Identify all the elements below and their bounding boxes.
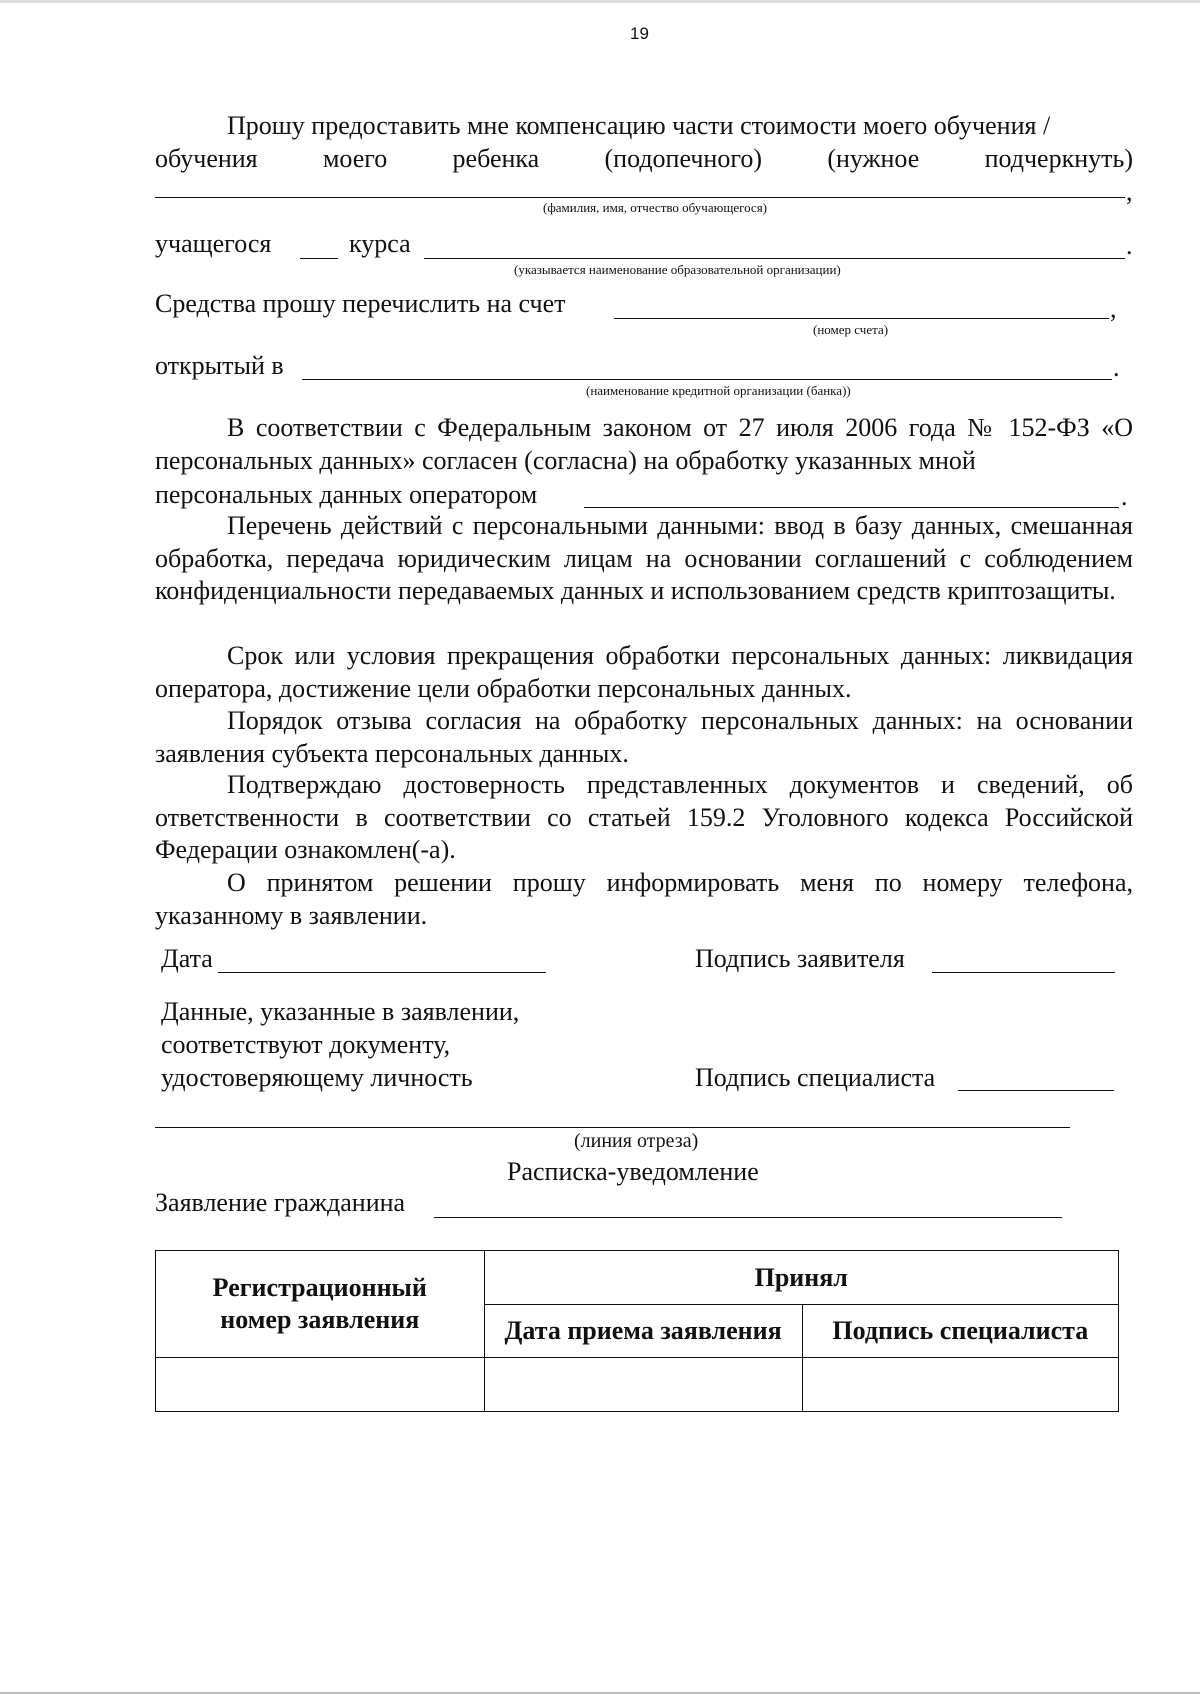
scan-edge-bottom bbox=[0, 1692, 1200, 1694]
education-org-caption: (указывается наименование образовательной организации) bbox=[514, 262, 841, 277]
consent-p4-text: Порядок отзыва согласия на обработку персональных данных: на основании заявления субъекта персональных данных. bbox=[155, 706, 1133, 768]
org-line-end: . bbox=[1126, 231, 1133, 260]
data-match-line-2: соответствуют документу, bbox=[161, 1030, 451, 1059]
account-line-end: , bbox=[1110, 294, 1117, 323]
registration-table bbox=[155, 1250, 1119, 1412]
student-label: учащегося bbox=[155, 229, 272, 258]
student-name-field[interactable] bbox=[155, 197, 1125, 198]
reg-number-header-line-1: Регистрационный bbox=[212, 1273, 427, 1302]
operator-name-field[interactable] bbox=[584, 507, 1119, 508]
cut-line bbox=[155, 1127, 1070, 1128]
date-received-cell[interactable] bbox=[484, 1358, 802, 1412]
request-word: ребенка bbox=[452, 144, 540, 173]
bank-name-field[interactable] bbox=[302, 379, 1112, 380]
opened-in-label: открытый в bbox=[155, 351, 284, 380]
applicant-signature-field[interactable] bbox=[932, 972, 1115, 973]
bank-line-end: . bbox=[1113, 353, 1120, 382]
request-word: моего bbox=[322, 144, 388, 173]
scan-edge-top bbox=[0, 0, 1200, 3]
cut-line-caption: (линия отреза) bbox=[574, 1130, 699, 1152]
date-label: Дата bbox=[161, 944, 213, 973]
consent-p6-text: О принятом решении прошу информировать меня по номеру телефона, указанному в заявлении. bbox=[155, 868, 1133, 930]
receipt-title: Расписка-уведомление bbox=[507, 1157, 759, 1186]
applicant-signature-label: Подпись заявителя bbox=[695, 944, 905, 973]
reg-number-cell[interactable] bbox=[156, 1358, 485, 1412]
consent-paragraph-4 bbox=[155, 705, 1133, 770]
consent-p2-text: Перечень действий с персональными данными: ввод в базу данных, смешанная обработка, передача юридическим лицам на основании соглашений с соблюдением конфиденциальности передаваемых данных и использованием средств криптозащиты. bbox=[155, 511, 1133, 605]
consent-paragraph-2 bbox=[155, 510, 1133, 608]
specialist-signature-cell[interactable] bbox=[802, 1358, 1118, 1412]
citizen-statement-label: Заявление гражданина bbox=[155, 1188, 406, 1217]
education-org-field[interactable] bbox=[424, 258, 1125, 259]
consent-paragraph-1 bbox=[155, 412, 1133, 477]
reg-number-header bbox=[156, 1251, 485, 1358]
reg-number-header-line-2: номер заявления bbox=[220, 1305, 420, 1334]
specialist-signature-header: Подпись специалиста bbox=[802, 1305, 1118, 1358]
citizen-statement-field[interactable] bbox=[434, 1217, 1062, 1218]
accepted-header: Принял bbox=[484, 1251, 1118, 1305]
account-number-caption: (номер счета) bbox=[813, 322, 889, 337]
request-word: обучения bbox=[155, 144, 258, 173]
date-field[interactable] bbox=[218, 972, 546, 973]
bank-name-caption: (наименование кредитной организации (банка)) bbox=[586, 383, 851, 398]
account-number-field[interactable] bbox=[614, 318, 1109, 319]
request-word: подчеркнуть) bbox=[984, 144, 1133, 173]
operator-line-end: . bbox=[1121, 482, 1128, 511]
specialist-signature-field[interactable] bbox=[958, 1090, 1114, 1091]
page-number: 19 bbox=[630, 24, 649, 43]
course-number-field[interactable] bbox=[300, 258, 338, 259]
request-line-1: Прошу предоставить мне компенсацию части стоимости моего обучения / bbox=[227, 111, 1051, 140]
student-name-caption: (фамилия, имя, отчество обучающегося) bbox=[543, 200, 768, 215]
request-word: (подопечного) bbox=[604, 144, 763, 173]
consent-p3-text: Срок или условия прекращения обработки персональных данных: ликвидация оператора, достижение цели обработки персональных данных. bbox=[155, 641, 1133, 703]
account-label: Средства прошу перечислить на счет bbox=[155, 289, 566, 318]
date-received-header: Дата приема заявления bbox=[484, 1305, 802, 1358]
consent-p1-text: В соответствии с Федеральным законом от 27 июля 2006 года № 152-ФЗ «О персональных данных» согласен (согласна) на обработку указанных мной bbox=[155, 413, 1133, 475]
consent-paragraph-6 bbox=[155, 867, 1133, 932]
request-word: (нужное bbox=[827, 144, 920, 173]
specialist-signature-label: Подпись специалиста bbox=[695, 1063, 936, 1092]
consent-operator-label: персональных данных оператором bbox=[155, 480, 538, 509]
consent-paragraph-5 bbox=[155, 769, 1133, 867]
data-match-line-1: Данные, указанные в заявлении, bbox=[161, 997, 520, 1026]
course-label: курса bbox=[349, 229, 411, 258]
consent-paragraph-3 bbox=[155, 640, 1133, 705]
name-line-end: , bbox=[1126, 177, 1133, 206]
request-line-2 bbox=[155, 143, 1133, 175]
consent-p5-text: Подтверждаю достоверность представленных документов и сведений, об ответственности в соответствии со статьей 159.2 Уголовного кодекса Российской Федерации ознакомлен(-а). bbox=[155, 770, 1133, 864]
data-match-line-3: удостоверяющему личность bbox=[161, 1063, 473, 1092]
